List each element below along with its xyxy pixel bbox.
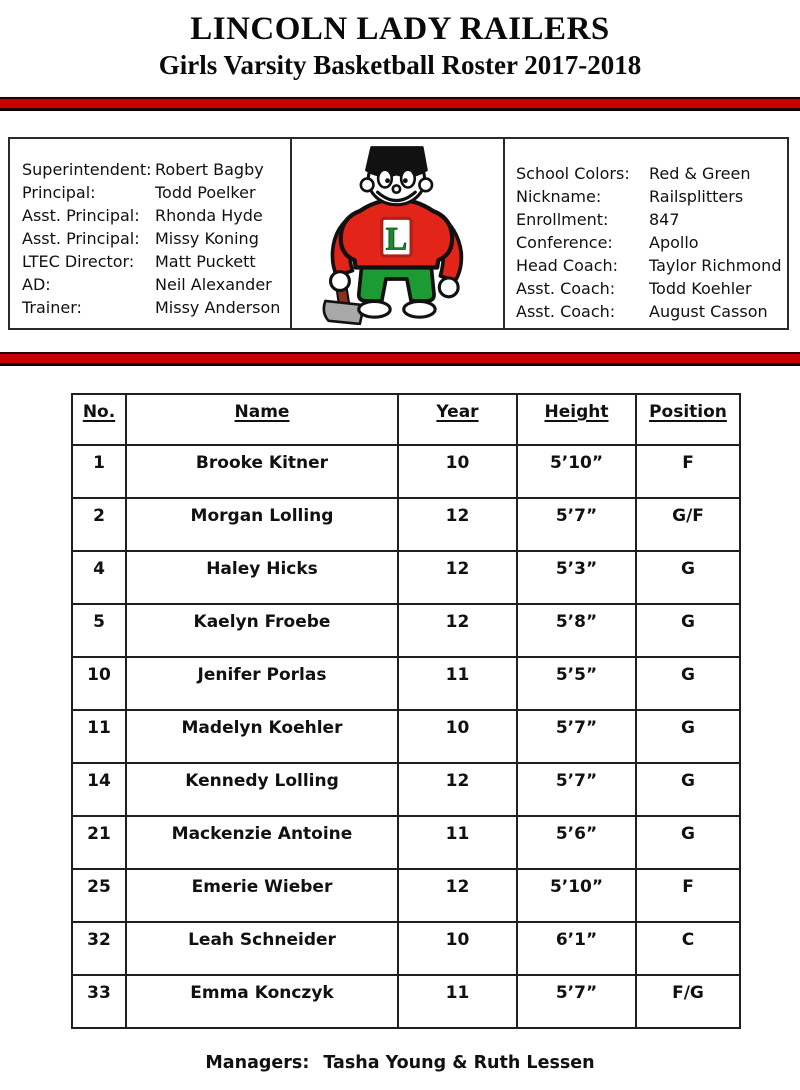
player-year-cell: 12 bbox=[398, 498, 517, 551]
player-height-cell: 5’10” bbox=[517, 869, 636, 922]
player-name-cell: Kaelyn Froebe bbox=[126, 604, 398, 657]
player-name-cell: Haley Hicks bbox=[126, 551, 398, 604]
player-name-cell: Leah Schneider bbox=[126, 922, 398, 975]
player-name-cell: Jenifer Porlas bbox=[126, 657, 398, 710]
player-position-cell: C bbox=[636, 922, 740, 975]
player-height-cell: 5’7” bbox=[517, 498, 636, 551]
school-row bbox=[516, 231, 787, 254]
school-value: Red & Green bbox=[649, 164, 751, 183]
player-name-cell: Madelyn Koehler bbox=[126, 710, 398, 763]
player-position-cell: G bbox=[636, 763, 740, 816]
player-no-cell: 10 bbox=[72, 657, 126, 710]
staff-value: Matt Puckett bbox=[155, 252, 256, 271]
player-position-cell: F bbox=[636, 445, 740, 498]
player-year-cell: 12 bbox=[398, 604, 517, 657]
player-no-cell: 4 bbox=[72, 551, 126, 604]
player-height-cell: 5’8” bbox=[517, 604, 636, 657]
player-year-cell: 10 bbox=[398, 445, 517, 498]
staff-value: Rhonda Hyde bbox=[155, 206, 263, 225]
player-year-cell: 12 bbox=[398, 763, 517, 816]
staff-value: Todd Poelker bbox=[155, 183, 256, 202]
staff-label: Trainer: bbox=[22, 298, 82, 317]
table-row bbox=[72, 763, 740, 816]
player-no-cell: 2 bbox=[72, 498, 126, 551]
table-row bbox=[72, 551, 740, 604]
staff-row bbox=[22, 227, 290, 250]
column-header-year: Year bbox=[398, 394, 517, 445]
column-header-name: Name bbox=[126, 394, 398, 445]
school-value: Apollo bbox=[649, 233, 699, 252]
table-row bbox=[72, 975, 740, 1028]
school-row bbox=[516, 277, 787, 300]
school-label: Enrollment: bbox=[516, 210, 609, 229]
staff-row bbox=[22, 296, 290, 319]
player-year-cell: 12 bbox=[398, 551, 517, 604]
player-name-cell: Mackenzie Antoine bbox=[126, 816, 398, 869]
table-row bbox=[72, 869, 740, 922]
column-header-height: Height bbox=[517, 394, 636, 445]
player-height-cell: 5’7” bbox=[517, 710, 636, 763]
school-info-box bbox=[505, 139, 787, 328]
school-label: Conference: bbox=[516, 233, 613, 252]
school-row bbox=[516, 162, 787, 185]
staff-value: Neil Alexander bbox=[155, 275, 272, 294]
staff-label: AD: bbox=[22, 275, 51, 294]
player-height-cell: 5’6” bbox=[517, 816, 636, 869]
staff-row bbox=[22, 204, 290, 227]
railsplitter-mascot-icon bbox=[309, 142, 487, 325]
school-row bbox=[516, 208, 787, 231]
school-value: Taylor Richmond bbox=[649, 256, 782, 275]
player-no-cell: 21 bbox=[72, 816, 126, 869]
player-year-cell: 11 bbox=[398, 657, 517, 710]
player-year-cell: 10 bbox=[398, 710, 517, 763]
managers-label: Managers: bbox=[205, 1053, 310, 1073]
school-row bbox=[516, 300, 787, 323]
player-year-cell: 12 bbox=[398, 869, 517, 922]
school-row bbox=[516, 254, 787, 277]
staff-row bbox=[22, 158, 290, 181]
player-height-cell: 6’1” bbox=[517, 922, 636, 975]
player-height-cell: 5’5” bbox=[517, 657, 636, 710]
player-no-cell: 25 bbox=[72, 869, 126, 922]
staff-row bbox=[22, 250, 290, 273]
table-row bbox=[72, 710, 740, 763]
school-value: Railsplitters bbox=[649, 187, 744, 206]
player-name-cell: Emma Konczyk bbox=[126, 975, 398, 1028]
player-position-cell: G bbox=[636, 551, 740, 604]
player-name-cell: Morgan Lolling bbox=[126, 498, 398, 551]
staff-label: Superintendent: bbox=[22, 160, 152, 179]
player-no-cell: 14 bbox=[72, 763, 126, 816]
page-subtitle: Girls Varsity Basketball Roster 2017-2018 bbox=[158, 49, 642, 80]
roster-header-row bbox=[72, 394, 740, 445]
column-header-no: No. bbox=[72, 394, 126, 445]
player-position-cell: G/F bbox=[636, 498, 740, 551]
player-no-cell: 33 bbox=[72, 975, 126, 1028]
staff-label: Asst. Principal: bbox=[22, 206, 140, 225]
player-position-cell: G bbox=[636, 604, 740, 657]
column-header-position: Position bbox=[636, 394, 740, 445]
staff-label: Principal: bbox=[22, 183, 96, 202]
table-row bbox=[72, 657, 740, 710]
player-year-cell: 11 bbox=[398, 975, 517, 1028]
managers-names: Tasha Young & Ruth Lessen bbox=[323, 1053, 595, 1073]
player-year-cell: 10 bbox=[398, 922, 517, 975]
table-row bbox=[72, 922, 740, 975]
staff-label: Asst. Principal: bbox=[22, 229, 140, 248]
player-position-cell: G bbox=[636, 657, 740, 710]
roster-table bbox=[71, 393, 741, 1029]
player-height-cell: 5’10” bbox=[517, 445, 636, 498]
svg-text:L: L bbox=[385, 221, 407, 258]
table-row bbox=[72, 445, 740, 498]
page-header bbox=[0, 12, 800, 79]
player-no-cell: 1 bbox=[72, 445, 126, 498]
top-divider-bar bbox=[0, 97, 800, 111]
table-row bbox=[72, 498, 740, 551]
school-label: Asst. Coach: bbox=[516, 279, 616, 298]
player-no-cell: 11 bbox=[72, 710, 126, 763]
school-label: Asst. Coach: bbox=[516, 302, 616, 321]
staff-value: Missy Koning bbox=[155, 229, 259, 248]
player-no-cell: 5 bbox=[72, 604, 126, 657]
staff-label: LTEC Director: bbox=[22, 252, 135, 271]
staff-value: Robert Bagby bbox=[155, 160, 264, 179]
school-value: Todd Koehler bbox=[649, 279, 752, 298]
player-name-cell: Emerie Wieber bbox=[126, 869, 398, 922]
player-no-cell: 32 bbox=[72, 922, 126, 975]
bottom-divider-bar bbox=[0, 352, 800, 366]
staff-row bbox=[22, 181, 290, 204]
player-height-cell: 5’7” bbox=[517, 763, 636, 816]
player-height-cell: 5’3” bbox=[517, 551, 636, 604]
player-name-cell: Kennedy Lolling bbox=[126, 763, 398, 816]
staff-info-box bbox=[10, 139, 292, 328]
school-row bbox=[516, 185, 787, 208]
mascot-box bbox=[292, 139, 505, 328]
table-row bbox=[72, 816, 740, 869]
player-position-cell: F/G bbox=[636, 975, 740, 1028]
info-section bbox=[8, 137, 789, 330]
school-label: School Colors: bbox=[516, 164, 630, 183]
managers-line bbox=[0, 1053, 800, 1073]
player-year-cell: 11 bbox=[398, 816, 517, 869]
school-label: Nickname: bbox=[516, 187, 602, 206]
player-height-cell: 5’7” bbox=[517, 975, 636, 1028]
player-position-cell: F bbox=[636, 869, 740, 922]
school-value: 847 bbox=[649, 210, 680, 229]
table-row bbox=[72, 604, 740, 657]
player-position-cell: G bbox=[636, 816, 740, 869]
player-name-cell: Brooke Kitner bbox=[126, 445, 398, 498]
page-title: LINCOLN LADY RAILERS bbox=[190, 11, 610, 47]
staff-value: Missy Anderson bbox=[155, 298, 281, 317]
school-label: Head Coach: bbox=[516, 256, 619, 275]
player-position-cell: G bbox=[636, 710, 740, 763]
staff-row bbox=[22, 273, 290, 296]
school-value: August Casson bbox=[649, 302, 768, 321]
